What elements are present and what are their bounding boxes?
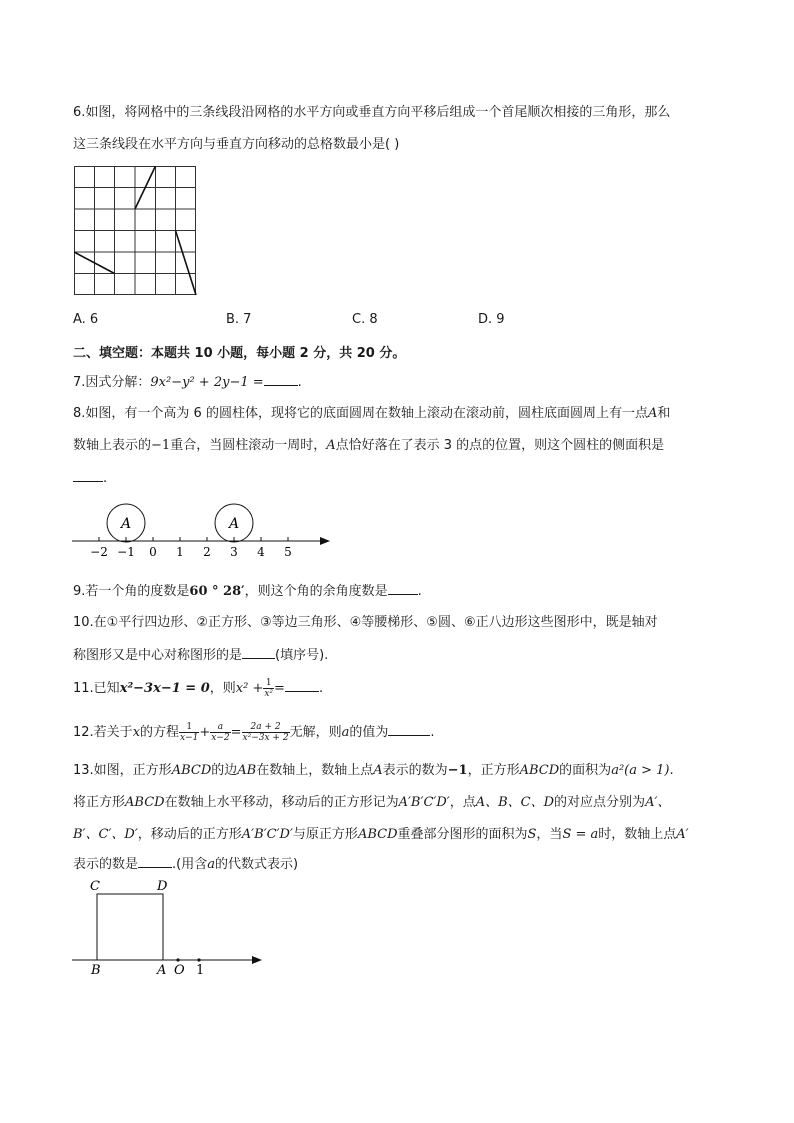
tick-label: 4 <box>257 545 265 559</box>
q13-number: −1 <box>447 763 468 778</box>
q12-suffix: . <box>430 725 435 740</box>
q7-blank <box>264 373 298 386</box>
q11-equation: x²−3x−1 = 0 <box>119 681 210 696</box>
q11-fraction <box>263 678 274 699</box>
label-d: D <box>157 879 168 894</box>
q13-text: 的边 <box>211 763 238 778</box>
q13-var: A′B′C′D′ <box>241 827 293 842</box>
axis-arrow <box>252 956 262 964</box>
q13-text: .(用含 <box>172 857 208 872</box>
q8-number: −1 <box>151 438 171 453</box>
q8-text: 点恰好落在了表示 3 的点的位置，则这个圆柱的侧面积是 <box>335 438 665 453</box>
segment-2 <box>176 231 197 296</box>
q13-var: ABCD <box>171 763 212 778</box>
q13-line-2 <box>73 794 670 812</box>
q12-fraction-2 <box>210 722 230 743</box>
q13-var: ABCD <box>519 763 560 778</box>
q12-text: 无解，则 <box>289 725 342 740</box>
q7-expression: 9x²−y² + 2y−1 = <box>150 375 264 390</box>
q11-suffix: . <box>318 681 324 696</box>
q9-text: ，则这个角的余角度数是 <box>244 584 388 599</box>
option-d: D. 9 <box>478 312 505 327</box>
q13-var: ABCD <box>357 827 398 842</box>
square-abcd <box>97 894 163 960</box>
q10-text: (填序号). <box>275 648 329 663</box>
q13-var: AB <box>237 763 257 778</box>
q12-equals: = <box>230 725 242 740</box>
fraction-denominator: x−2 <box>211 733 230 743</box>
q13-blank <box>138 855 172 868</box>
fraction-numerator: 1 <box>263 678 274 689</box>
tick-label: 0 <box>149 545 157 559</box>
tick-label: 2 <box>203 545 211 559</box>
q13-var: A′B′C′D′ <box>398 795 450 810</box>
q11-equals: = <box>274 681 285 696</box>
label-c: C <box>90 879 100 894</box>
circle-label-a: A <box>229 516 240 532</box>
q12 <box>73 722 435 743</box>
q8-text: 重合，当圆柱滚动一周时， <box>170 438 327 453</box>
q13-text: 重叠部分图形的面积为 <box>397 827 528 842</box>
section-2-heading: 二、填空题：本题共 10 小题，每小题 2 分，共 20 分。 <box>73 346 406 361</box>
tick-label: 3 <box>230 545 238 559</box>
q12-text: 的值为 <box>349 725 389 740</box>
tick-label: 1 <box>176 545 184 559</box>
q6-line-1: 6.如图，将网格中的三条线段沿网格的水平方向或垂直方向平移后组成一个首尾顺次相接的三角形，那么 <box>73 105 671 120</box>
q13-text: 表示的数为 <box>382 763 448 778</box>
q9-suffix: . <box>417 584 422 599</box>
q13-text: 表示的数是 <box>73 857 139 872</box>
q13-text: 时，数轴上点 <box>598 827 677 842</box>
q11-text: 11.已知 <box>73 681 120 696</box>
q12-blank <box>388 723 430 736</box>
q8-blank <box>73 469 103 482</box>
tick-label: −1 <box>117 545 135 559</box>
point-o <box>176 958 179 961</box>
q13-text: 与原正方形 <box>292 827 358 842</box>
circle-label-a: A <box>121 516 132 532</box>
q6-line-2: 这三条线段在水平方向与垂直方向移动的总格数最小是( ) <box>73 137 400 152</box>
q9-blank <box>388 582 418 595</box>
q13-line-3 <box>73 826 689 844</box>
axis-arrow <box>320 537 330 545</box>
q12-fraction-3 <box>242 722 290 743</box>
q12-var: a <box>341 725 350 740</box>
option-a: A. 6 <box>73 312 99 327</box>
q13-text: 13.如图，正方形 <box>73 763 172 778</box>
fraction-numerator: a <box>210 722 230 733</box>
q7-suffix: . <box>297 375 302 390</box>
q13-var: a <box>207 857 215 872</box>
tick-label: −2 <box>90 545 108 559</box>
fraction-denominator: x−1 <box>180 733 199 743</box>
q13-line-1 <box>73 762 674 780</box>
q9-text: 9.若一个角的度数是 <box>73 584 190 599</box>
q13-var: B′、C′、D′ <box>73 827 138 842</box>
q13-text: 的对应点分别为 <box>554 795 646 810</box>
fraction-numerator: 2a + 2 <box>242 722 290 733</box>
q13-var: S <box>527 827 537 842</box>
q8-text: 数轴上表示的 <box>73 438 152 453</box>
q8-number-line-figure <box>68 494 333 560</box>
fraction-denominator: x² <box>264 689 274 699</box>
q12-var: x <box>132 725 141 740</box>
q11-text: ，则 <box>209 681 236 696</box>
q13-var: A′ <box>676 827 689 842</box>
label-b: B <box>91 963 101 976</box>
q13-text: 在数轴上水平移动，移动后的正方形记为 <box>164 795 399 810</box>
q10-line-2 <box>73 646 328 665</box>
q7-prefix: 7.因式分解： <box>73 375 151 390</box>
q10-line-1: 10.在①平行四边形、②正方形、③等边三角形、④等腰梯形、⑤圆、⑥正八边形这些图形中，既是轴对 <box>73 615 658 630</box>
option-c: C. 8 <box>352 312 378 327</box>
q12-plus: + <box>199 725 211 740</box>
q13-text: 将正方形 <box>73 795 126 810</box>
point-one <box>197 958 200 961</box>
q10-text: 称图形又是中心对称图形的是 <box>73 648 243 663</box>
q13-expression: S = a <box>562 827 599 842</box>
q13-text: 在数轴上，数轴上点 <box>256 763 374 778</box>
q13-square-figure <box>66 876 266 976</box>
label-o: O <box>174 963 185 976</box>
fraction-denominator: x²−3x + 2 <box>242 733 289 743</box>
q10-blank <box>242 646 275 659</box>
q13-expression: a²(a > 1). <box>611 763 674 778</box>
q13-line-4 <box>73 855 298 874</box>
q8-var: A <box>326 438 336 453</box>
q13-var: A、B、C、D <box>475 795 555 810</box>
q7 <box>73 373 302 392</box>
q12-text: 的方程 <box>140 725 180 740</box>
fraction-numerator: 1 <box>179 722 199 733</box>
q13-text: 的代数式表示) <box>215 857 299 872</box>
q11 <box>73 678 323 699</box>
label-a: A <box>157 963 167 976</box>
q13-text: ，移动后的正方形 <box>137 827 242 842</box>
q8-var: A <box>647 406 658 421</box>
q8-line-3 <box>73 469 107 488</box>
q12-fraction-1 <box>179 722 199 743</box>
q13-text: ，正方形 <box>467 763 520 778</box>
q12-text: 12.若关于 <box>73 725 133 740</box>
q9-angle: 60 ° 28′ <box>189 584 245 599</box>
q8-line-2 <box>73 437 664 455</box>
q11-blank <box>285 679 319 692</box>
q13-var: A′、 <box>645 795 671 810</box>
label-one: 1 <box>196 963 205 976</box>
q8-suffix: . <box>103 471 108 486</box>
q13-text: 的面积为 <box>559 763 612 778</box>
tick-label: 5 <box>284 545 292 559</box>
q13-var: ABCD <box>125 795 165 810</box>
q13-text: ，当 <box>536 827 563 842</box>
q8-text: 8.如图，有一个高为 6 的圆柱体，现将它的底面圆周在数轴上滚动在滚动前，圆柱底面圆周上有一点 <box>73 406 648 421</box>
q11-expression: x² + <box>235 681 264 696</box>
q13-var: A <box>373 763 383 778</box>
option-b: B. 7 <box>226 312 252 327</box>
q13-text: ，点 <box>449 795 476 810</box>
q8-text: 和 <box>657 406 671 421</box>
q8-line-1 <box>73 405 670 423</box>
q9 <box>73 582 422 601</box>
q6-grid-figure <box>74 166 198 296</box>
